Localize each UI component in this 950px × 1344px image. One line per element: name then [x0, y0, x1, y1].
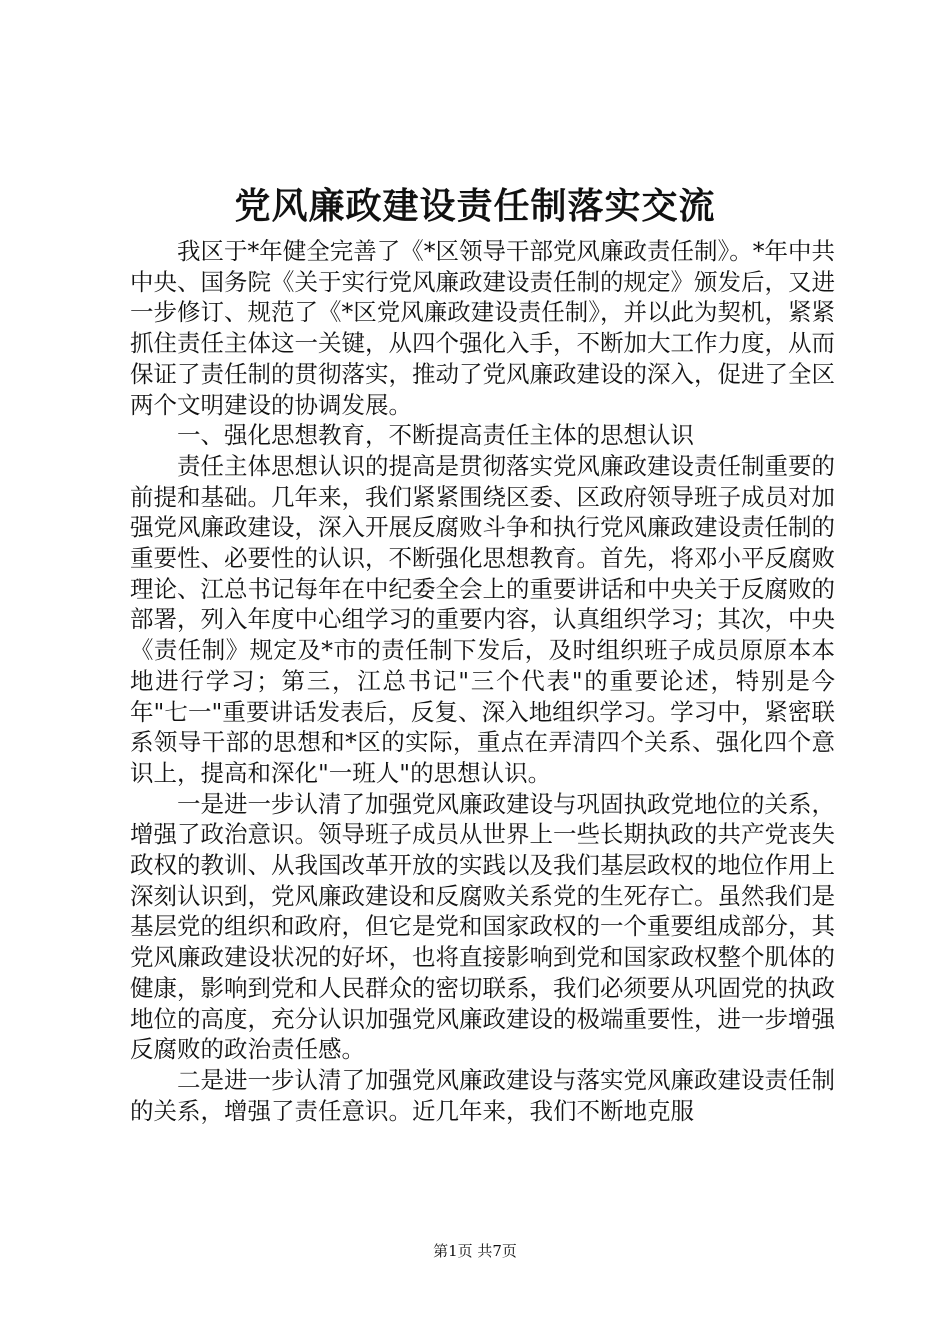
- paragraph-point-2: 二是进一步认清了加强党风廉政建设与落实党风廉政建设责任制的关系，增强了责任意识。近几年来，我们不断地克服: [130, 1065, 835, 1125]
- page-number-footer: 第1页 共7页: [433, 1242, 517, 1260]
- document-body: [130, 236, 835, 1126]
- paragraph-point-1: 一是进一步认清了加强党风廉政建设与巩固执政党地位的关系，增强了政治意识。领导班子成员从世界上一些长期执政的共产党丧失政权的教训、从我国改革开放的实践以及我们基层政权的地位作用上深刻认识到，党风廉政建设和反腐败关系党的生死存亡。虽然我们是基层党的组织和政府，但它是党和国家政权的一个重要组成部分，其党风廉政建设状况的好坏，也将直接影响到党和国家政权整个肌体的健康，影响到党和人民群众的密切联系，我们必须要从巩固党的执政地位的高度，充分认识加强党风廉政建设的极端重要性，进一步增强反腐败的政治责任感。: [130, 789, 835, 1064]
- section-heading-1: 一、强化思想教育，不断提高责任主体的思想认识: [177, 421, 694, 450]
- paragraph-section-1: 责任主体思想认识的提高是贯彻落实党风廉政建设责任制重要的前提和基础。几年来，我们紧紧围绕区委、区政府领导班子成员对加强党风廉政建设，深入开展反腐败斗争和执行党风廉政建设责任制的重要性、必要性的认识，不断强化思想教育。首先，将邓小平反腐败理论、江总书记每年在中纪委全会上的重要讲话和中央关于反腐败的部署，列入年度中心组学习的重要内容，认真组织学习；其次，中央《责任制》规定及*市的责任制下发后，及时组织班子成员原原本本地进行学习；第三，江总书记"三个代表"的重要论述，特别是今年"七一"重要讲话发表后，反复、深入地组织学习。学习中，紧密联系领导干部的思想和*区的实际，重点在弄清四个关系、强化四个意识上，提高和深化"一班人"的思想认识。: [130, 451, 835, 787]
- document-title: 党风廉政建设责任制落实交流: [234, 185, 716, 227]
- paragraph-intro: 我区于*年健全完善了《*区领导干部党风廉政责任制》。*年中共中央、国务院《关于实行党风廉政建设责任制的规定》颁发后，又进一步修订、规范了《*区党风廉政建设责任制》，并以此为契机，紧紧抓住责任主体这一关键，从四个强化入手，不断加大工作力度，从而保证了责任制的贯彻落实，推动了党风廉政建设的深入，促进了全区两个文明建设的协调发展。: [130, 237, 835, 419]
